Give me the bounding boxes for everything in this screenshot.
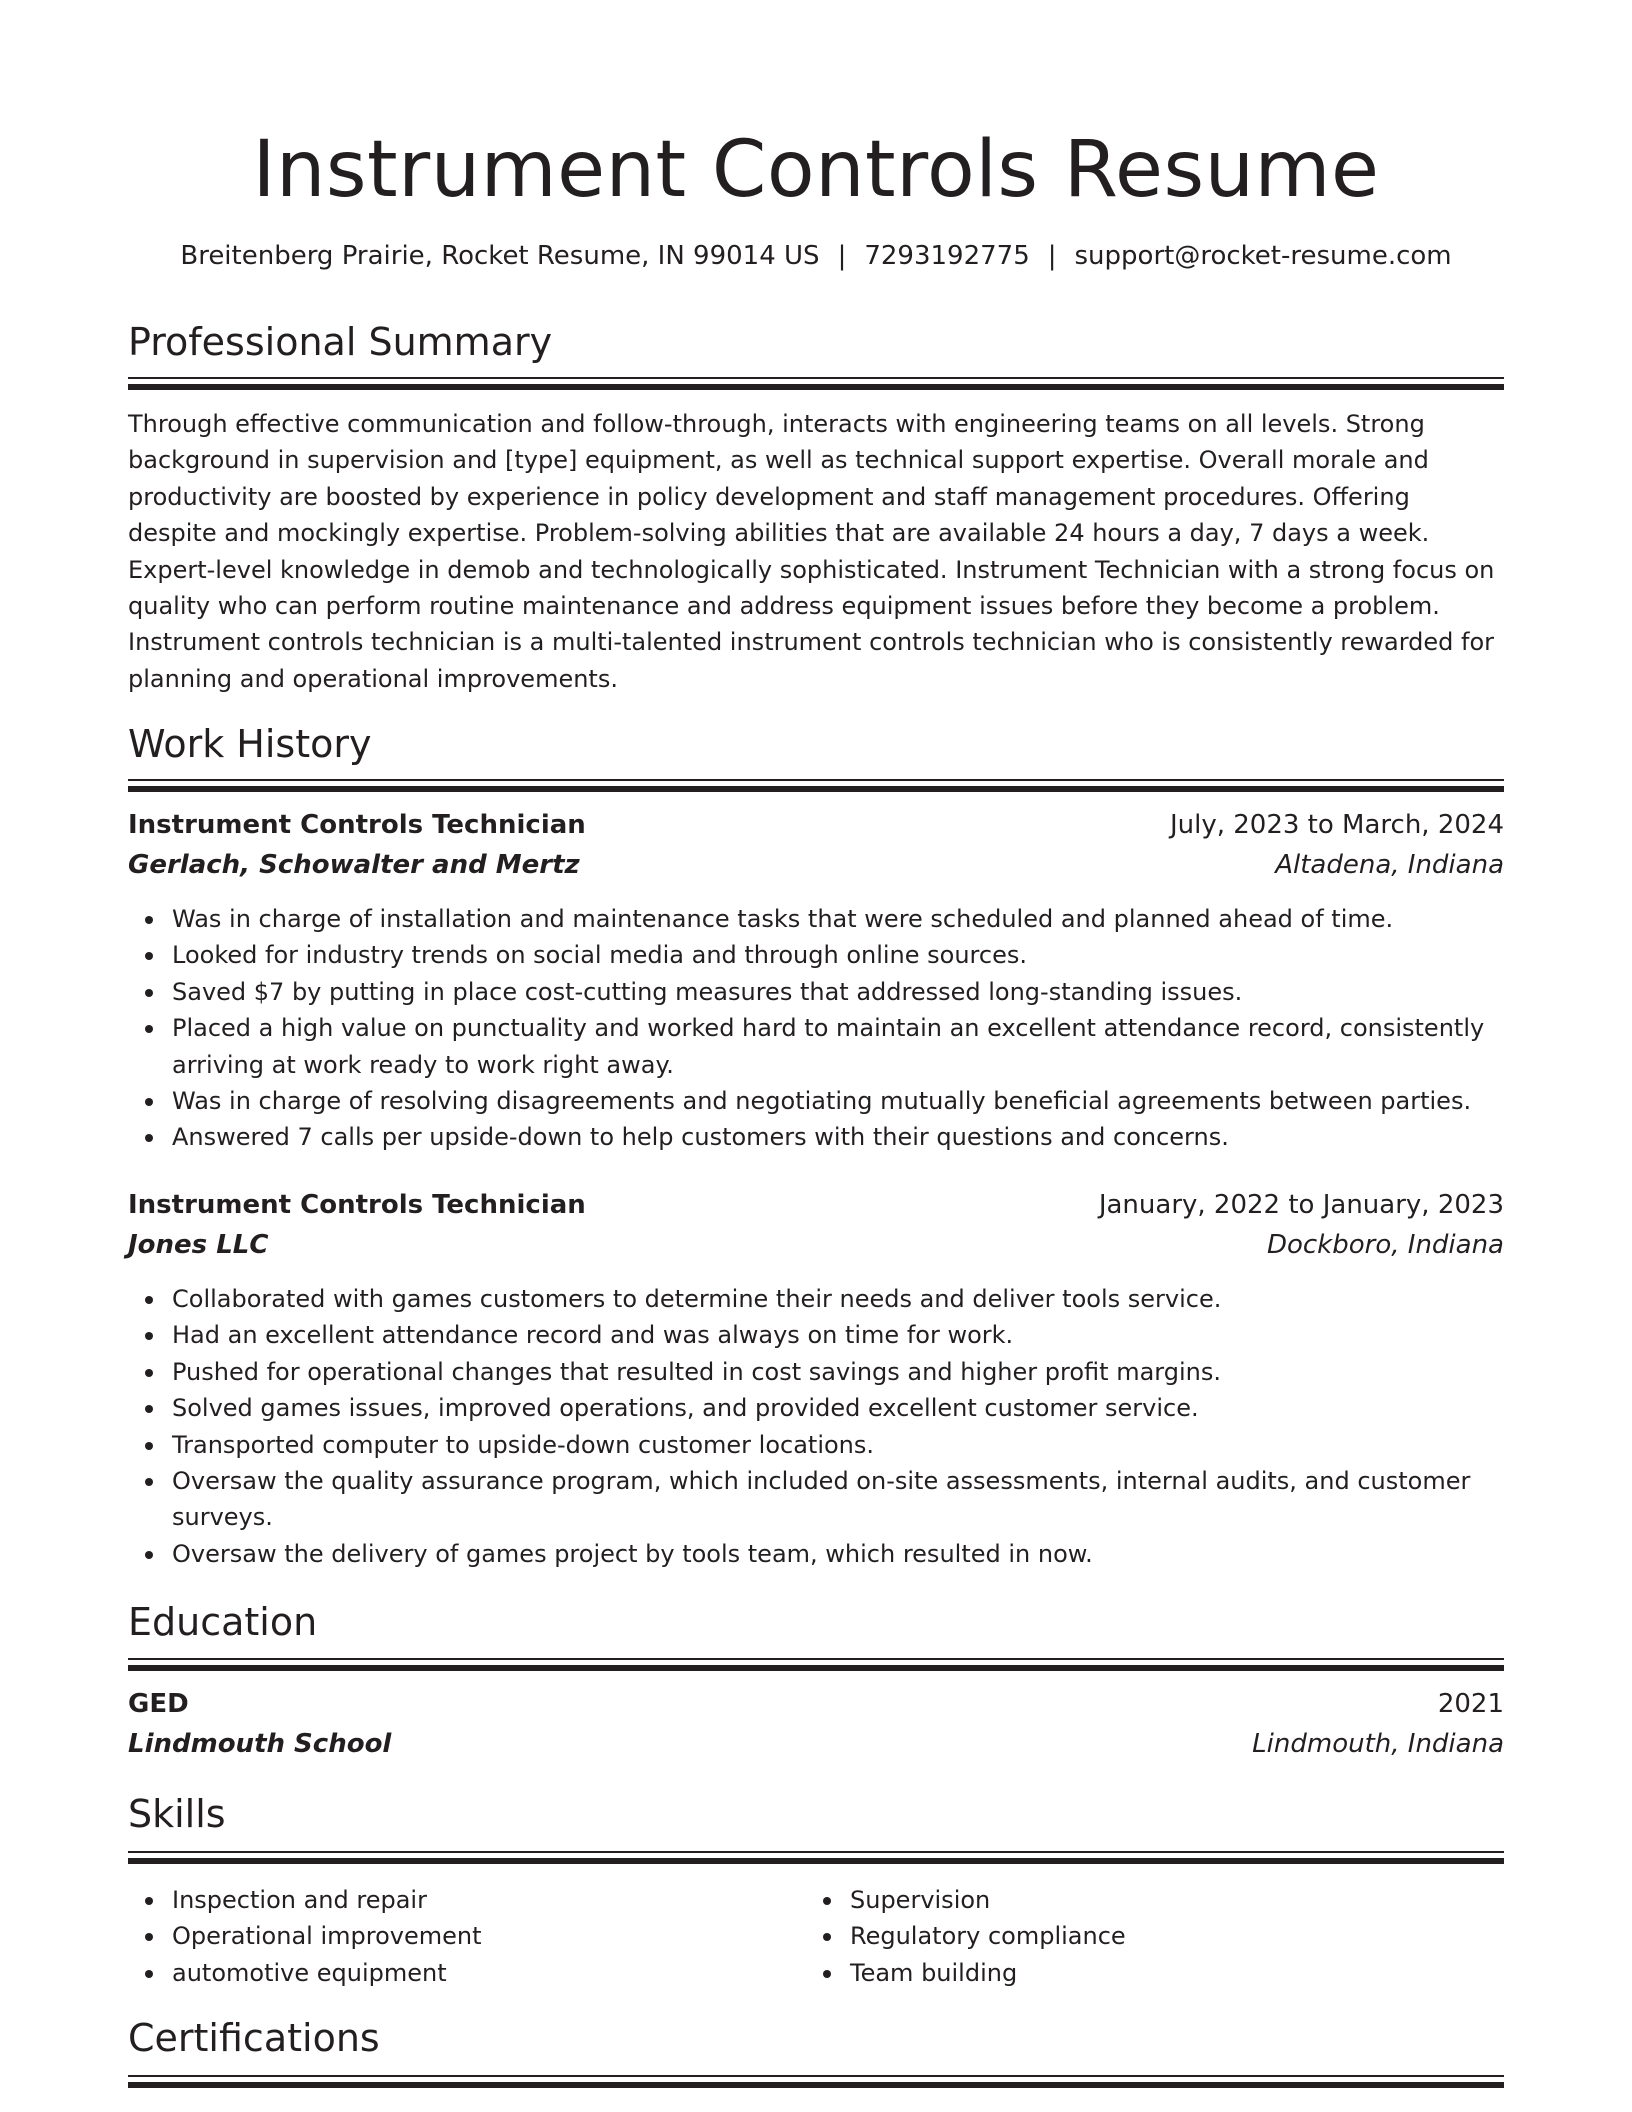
section-divider [128,1851,1504,1864]
contact-address: Breitenberg Prairie, Rocket Resume, IN 99014 US [180,241,820,271]
education-subheader [128,1726,1504,1762]
job-location: Altadena, Indiana [1275,850,1504,880]
list-item: Inspection and repair [172,1882,1504,1918]
section-title-summary: Professional Summary [128,320,553,364]
education-school: Lindmouth School [128,1729,392,1759]
job-bullets [128,1281,1504,1572]
section-divider [128,2075,1504,2088]
job-company: Gerlach, Schowalter and Mertz [128,850,580,880]
resume-name: Instrument Controls Resume [252,125,1380,215]
section-divider [128,1658,1504,1671]
section-title-certifications: Certifications [128,2016,380,2060]
job-subheader [128,1227,1504,1263]
section-divider [128,779,1504,792]
list-item: Supervision [850,1882,1632,1918]
contact-separator: | [837,241,847,271]
list-item: Had an excellent attendance record and was always on time for work. [172,1317,1504,1353]
contact-phone: 7293192775 [864,241,1030,271]
list-item: Operational improvement [172,1918,1504,1954]
education-location: Lindmouth, Indiana [1252,1729,1504,1759]
contact-separator: | [1047,241,1057,271]
job-company: Jones LLC [128,1230,269,1260]
list-item: Team building [850,1955,1632,1991]
list-item: Was in charge of resolving disagreements and negotiating mutually beneficial agreements between parties. [172,1083,1504,1119]
section-title-skills: Skills [128,1792,226,1836]
job-subheader [128,847,1504,883]
list-item: Saved $7 by putting in place cost-cutting measures that addressed long-standing issues. [172,974,1504,1010]
job-bullets [128,901,1504,1156]
job-position: Instrument Controls Technician [128,1190,586,1220]
list-item: Was in charge of installation and maintenance tasks that were scheduled and planned ahead of time. [172,901,1504,937]
list-item: Solved games issues, improved operations, and provided excellent customer service. [172,1390,1504,1426]
job-position: Instrument Controls Technician [128,810,586,840]
job-header [128,807,1504,843]
job-location: Dockboro, Indiana [1266,1230,1504,1260]
list-item: Answered 7 calls per upside-down to help customers with their questions and concerns. [172,1119,1504,1155]
education-header [128,1686,1504,1722]
list-item: Looked for industry trends on social media and through online sources. [172,937,1504,973]
education-degree: GED [128,1689,189,1719]
job-dates: January, 2022 to January, 2023 [1098,1190,1504,1220]
list-item: Oversaw the quality assurance program, which included on-site assessments, internal audits, and customer surveys. [172,1463,1504,1536]
summary-text: Through effective communication and follow-through, interacts with engineering teams on all levels. Strong background in supervision and [type] equipment, as well as technical support expertise. Overall morale and productivity are boosted by experience in policy development and staff management procedures. Offering despite and mockingly expertise. Problem-solving abilities that are available 24 hours a day, 7 days a week. Expert-level knowledge in demob and technologically sophisticated. Instrument Technician with a strong focus on quality who can perform routine maintenance and address equipment issues before they become a problem. Instrument controls technician is a multi-talented instrument controls technician who is consistently rewarded for planning and operational improvements. [128,410,1495,693]
skills-list-right [806,1882,1632,1991]
list-item: Collaborated with games customers to determine their needs and deliver tools service. [172,1281,1504,1317]
section-divider [128,377,1504,390]
job-dates: July, 2023 to March, 2024 [1169,810,1504,840]
list-item: Oversaw the delivery of games project by tools team, which resulted in now. [172,1536,1504,1572]
list-item: Transported computer to upside-down customer locations. [172,1427,1504,1463]
contact-email: support@rocket-resume.com [1074,241,1452,271]
job-header [128,1187,1504,1223]
list-item: Pushed for operational changes that resulted in cost savings and higher profit margins. [172,1354,1504,1390]
list-item: automotive equipment [172,1955,1504,1991]
list-item: Placed a high value on punctuality and worked hard to maintain an excellent attendance record, consistently arriving at work ready to work right away. [172,1010,1504,1083]
section-title-education: Education [128,1600,318,1644]
list-item: Regulatory compliance [850,1918,1632,1954]
contact-line [128,238,1504,274]
education-year: 2021 [1437,1689,1504,1719]
section-title-work: Work History [128,722,372,766]
